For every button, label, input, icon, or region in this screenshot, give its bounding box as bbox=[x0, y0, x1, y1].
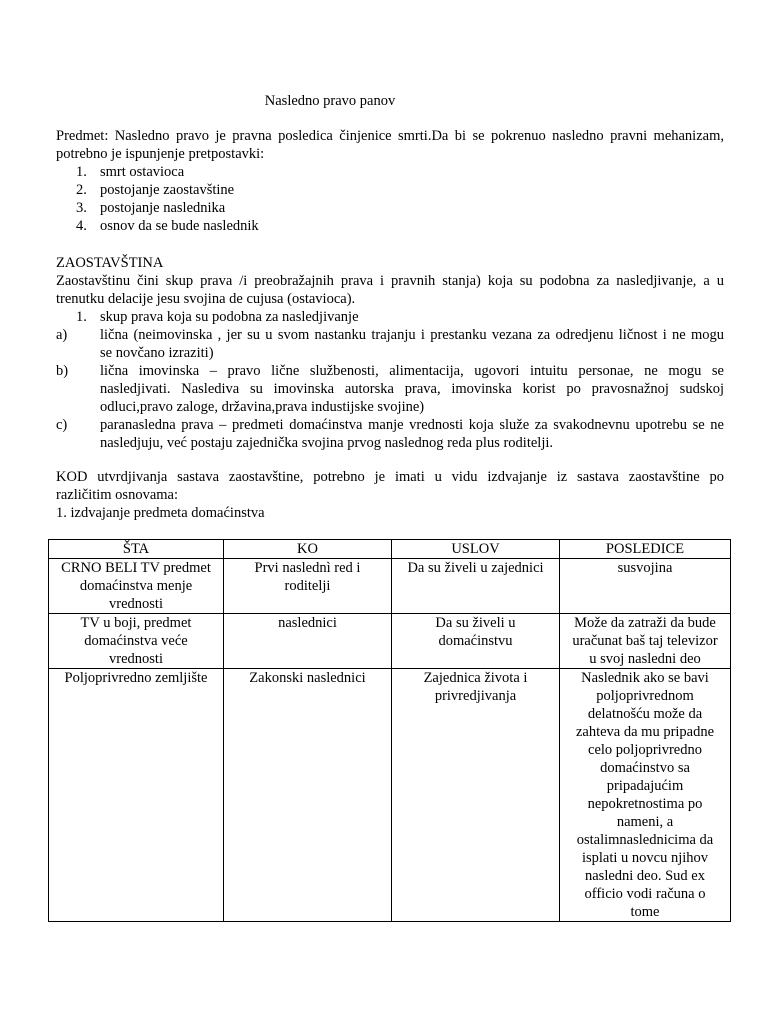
cell-line: officio vodi računa o bbox=[584, 886, 706, 902]
table-cell-sta bbox=[49, 669, 224, 922]
table-body bbox=[49, 559, 731, 922]
cell-line: domaćinstva menje bbox=[79, 578, 193, 594]
cell-line: isplati u novcu njihov bbox=[581, 850, 709, 866]
column-header-ko: KO bbox=[224, 540, 392, 559]
cell-line: TV u boji, predmet bbox=[80, 615, 192, 631]
cell-line: tome bbox=[630, 904, 660, 920]
paragraph-line: trenutku delacije jesu svojina de cujusa (ostavioca). bbox=[56, 291, 356, 307]
cell-line: Da su živeli u zajednici bbox=[407, 560, 544, 576]
prerequisites-list bbox=[56, 163, 724, 235]
intro-line: potrebno je ispunjenje pretpostavki: bbox=[56, 146, 265, 162]
intro-line: Predmet: Nasledno pravo je pravna posledica činjenice smrti.Da bi se pokrenuo nasledno pravni mehanizam, bbox=[56, 128, 724, 144]
list-marker: 1. bbox=[76, 164, 87, 180]
list-marker: 3. bbox=[76, 200, 87, 216]
table-cell-ko bbox=[224, 614, 392, 669]
list-text-line: lična (neimovinska , jer su u svom nastanku trajanju i prestanku vezana za odredjenu ličnost i ne mogu bbox=[100, 327, 724, 343]
cell-line: domaćinstva veće bbox=[84, 633, 188, 649]
list-item bbox=[56, 326, 724, 362]
cell-line: vrednosti bbox=[109, 651, 163, 667]
list-marker: 4. bbox=[76, 218, 87, 234]
list-marker: 2. bbox=[76, 182, 87, 198]
cell-line: pripadajućim bbox=[606, 778, 684, 794]
cell-line: Zajednica života i bbox=[423, 670, 528, 686]
table-row bbox=[49, 669, 731, 922]
numbered-list bbox=[56, 308, 724, 326]
table-cell-posledice bbox=[560, 559, 731, 614]
list-text bbox=[100, 326, 724, 362]
list-text: skup prava koja su podobna za nasledjivanje bbox=[100, 309, 359, 325]
list-item bbox=[56, 199, 724, 217]
list-text-line: se novčano izraziti) bbox=[100, 345, 214, 361]
table-cell-sta bbox=[49, 614, 224, 669]
list-marker: c) bbox=[56, 417, 68, 433]
list-item bbox=[56, 217, 724, 235]
cell-line: roditelji bbox=[284, 578, 331, 594]
table-cell-ko bbox=[224, 559, 392, 614]
cell-line: domaćinstvu bbox=[438, 633, 513, 649]
list-text-line: nasledjuju, već postaju zajednička svojina prvog naslednog reda plus roditelji. bbox=[100, 435, 554, 451]
list-item bbox=[56, 362, 724, 416]
cell-line: ostalimnaslednicima da bbox=[576, 832, 714, 848]
list-text: postojanje zaostavštine bbox=[100, 182, 235, 198]
table-cell-posledice bbox=[560, 614, 731, 669]
paragraph-line: različitim osnovama: bbox=[56, 487, 179, 503]
lettered-list bbox=[56, 326, 724, 452]
separation-table bbox=[48, 539, 731, 922]
column-header-posledice: POSLEDICE bbox=[560, 540, 731, 559]
cell-line: Prvi naslednì red i bbox=[254, 560, 361, 576]
table-cell-sta bbox=[49, 559, 224, 614]
section-heading: ZAOSTAVŠTINA bbox=[56, 255, 164, 271]
cell-line: naslednici bbox=[278, 615, 337, 631]
cell-line: Može da zatraži da bude bbox=[574, 615, 716, 631]
column-header-sta: ŠTA bbox=[49, 540, 224, 559]
list-marker: 1. bbox=[76, 309, 87, 325]
table-cell-ko bbox=[224, 669, 392, 922]
cell-line: Naslednik ako se bavi bbox=[581, 670, 709, 686]
table-cell-uslov bbox=[392, 559, 560, 614]
paragraph-line: KOD utvrdjivanja sastava zaostavštine, potrebno je imati u vidu izdvajanje iz sastava zaostavštine po bbox=[56, 469, 724, 485]
list-marker: b) bbox=[56, 363, 69, 379]
list-item bbox=[56, 163, 724, 181]
cell-line: privredjivanja bbox=[434, 688, 517, 704]
list-text: smrt ostavioca bbox=[100, 164, 185, 180]
cell-line: nasledni deo. Sud ex bbox=[584, 868, 705, 884]
cell-line: zahteva da mu pripadne bbox=[575, 724, 715, 740]
cell-line: Da su živeli u bbox=[435, 615, 516, 631]
cell-line: u svoj nasledni deo bbox=[589, 651, 701, 667]
table-cell-uslov bbox=[392, 669, 560, 922]
list-item bbox=[56, 181, 724, 199]
cell-line: delatnošću može da bbox=[587, 706, 703, 722]
table-cell-posledice bbox=[560, 669, 731, 922]
list-text-line: paranasledna prava – predmeti domaćinstva manje vrednosti koja služe za svakodnevnu upotrebu se ne bbox=[100, 417, 724, 433]
list-text-line: odluci,pravo zaloge, državina,prava industijske svojine) bbox=[100, 399, 425, 415]
cell-line: nepokretnostima po bbox=[587, 796, 703, 812]
cell-line: domaćinstvo sa bbox=[600, 760, 690, 776]
cell-line: susvojina bbox=[617, 560, 673, 576]
table-header-row bbox=[49, 540, 731, 559]
document-title: Nasledno pravo panov bbox=[264, 93, 396, 109]
table-row bbox=[49, 559, 731, 614]
paragraph-line: Zaostavštinu čini skup prava /i preobražajnih prava i pravnih stanja) koja su podobna za nasledjivanje, a u bbox=[56, 273, 724, 289]
list-text: osnov da se bude naslednik bbox=[100, 218, 259, 234]
list-item bbox=[56, 416, 724, 452]
column-header-uslov: USLOV bbox=[392, 540, 560, 559]
cell-line: Poljoprivredno zemljište bbox=[64, 670, 208, 686]
kod-section bbox=[56, 468, 724, 522]
cell-line: Zakonski naslednici bbox=[249, 670, 366, 686]
list-text-line: nasledjivati. Naslediva su imovinska autorska prava, imovinska korist po pravosnažnoj sudskoj bbox=[100, 381, 724, 397]
cell-line: poljoprivrednom bbox=[596, 688, 694, 704]
paragraph-line: 1. izdvajanje predmeta domaćinstva bbox=[56, 505, 265, 521]
list-marker: a) bbox=[56, 327, 68, 343]
list-text: postojanje naslednika bbox=[100, 200, 226, 216]
cell-line: celo poljoprivredno bbox=[588, 742, 702, 758]
list-text bbox=[100, 362, 724, 416]
cell-line: uračunat baš taj televizor bbox=[572, 633, 718, 649]
zaostavstina-section bbox=[56, 254, 724, 452]
intro-section bbox=[56, 127, 724, 235]
table-row bbox=[49, 614, 731, 669]
list-item bbox=[56, 308, 724, 326]
cell-line: CRNO BELI TV predmet bbox=[61, 560, 211, 576]
list-text bbox=[100, 416, 724, 452]
table-cell-uslov bbox=[392, 614, 560, 669]
list-text-line: lična imovinska – pravo lične službenosti, alimentacija, ugovori intuitu personae, ne mogu se bbox=[100, 363, 724, 379]
cell-line: nameni, a bbox=[616, 814, 674, 830]
cell-line: vrednosti bbox=[109, 596, 163, 612]
